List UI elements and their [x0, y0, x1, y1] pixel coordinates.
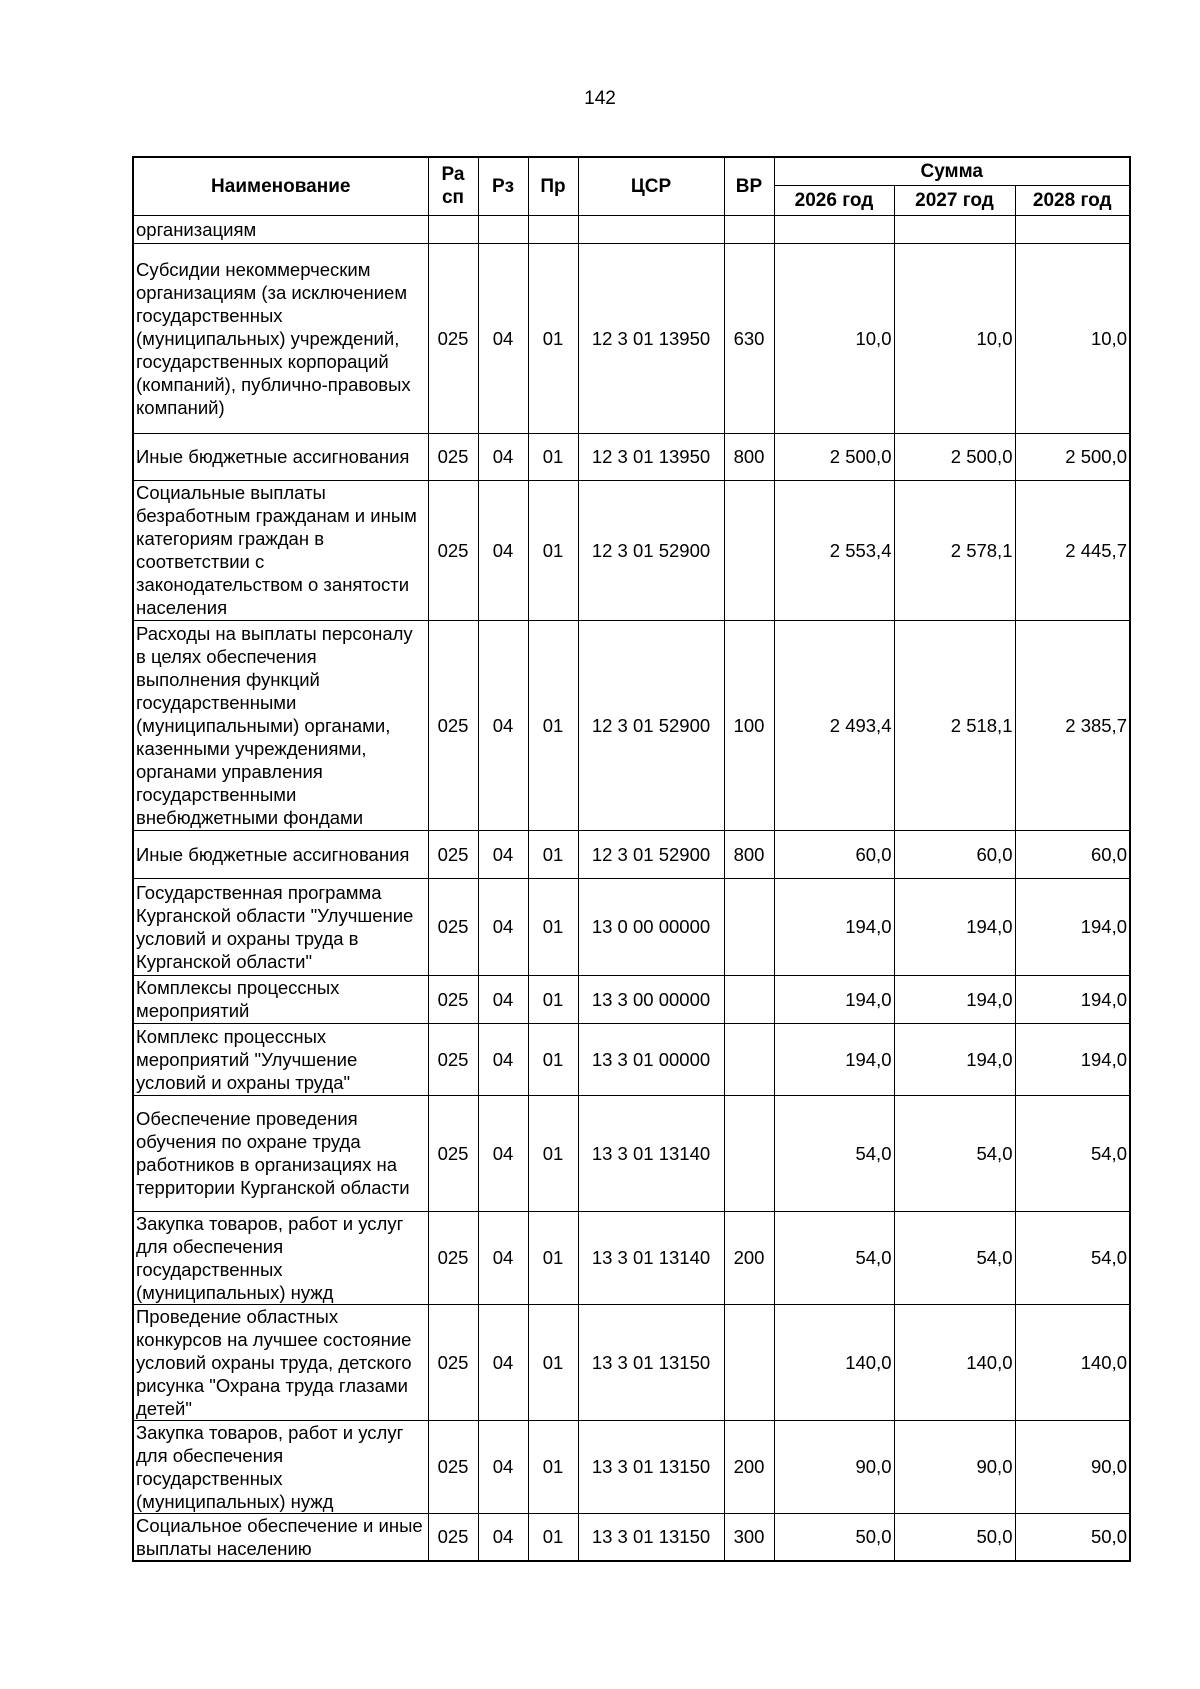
- row-amount-2026: 2 500,0: [774, 433, 894, 480]
- row-csr-cell: 13 3 00 00000: [578, 975, 724, 1023]
- row-amount-2027: 90,0: [894, 1420, 1015, 1513]
- table-row: [133, 1304, 1130, 1420]
- row-amount-2028: 54,0: [1015, 1095, 1130, 1211]
- header-year-2026: 2026 год: [774, 185, 894, 215]
- row-rz-cell: 04: [478, 1513, 528, 1561]
- table-row: [133, 480, 1130, 620]
- row-vr-cell: [724, 1095, 774, 1211]
- table-row: [133, 1513, 1130, 1561]
- row-rasp-cell: 025: [428, 480, 478, 620]
- row-pr-cell: 01: [528, 1095, 578, 1211]
- row-rz-cell: 04: [478, 433, 528, 480]
- row-amount-2028: 2 445,7: [1015, 480, 1130, 620]
- row-vr-cell: 800: [724, 830, 774, 878]
- row-vr-cell: 100: [724, 620, 774, 830]
- header-year-2027: 2027 год: [894, 185, 1015, 215]
- row-rasp-cell: 025: [428, 620, 478, 830]
- row-vr-cell: [724, 1304, 774, 1420]
- header-sum: Сумма: [774, 157, 1130, 185]
- row-rasp-cell: 025: [428, 1095, 478, 1211]
- row-csr-cell: 12 3 01 13950: [578, 433, 724, 480]
- row-amount-2028: 60,0: [1015, 830, 1130, 878]
- row-amount-2028: 90,0: [1015, 1420, 1130, 1513]
- row-amount-2027: 54,0: [894, 1211, 1015, 1304]
- row-amount-2026: 194,0: [774, 1023, 894, 1095]
- row-name-cell: Комплексы процессных мероприятий: [133, 975, 428, 1023]
- header-rasp-line1: Ра: [441, 164, 465, 186]
- row-rz-cell: 04: [478, 975, 528, 1023]
- header-rasp: [428, 157, 478, 215]
- row-rasp-cell: 025: [428, 243, 478, 433]
- row-amount-2027: 50,0: [894, 1513, 1015, 1561]
- row-amount-2028: 140,0: [1015, 1304, 1130, 1420]
- row-name-cell: Обеспечение проведения обучения по охране труда работников в организациях на территории Курганской области: [133, 1095, 428, 1211]
- row-amount-2028: 194,0: [1015, 1023, 1130, 1095]
- row-vr-cell: 800: [724, 433, 774, 480]
- row-rz-cell: 04: [478, 620, 528, 830]
- table-body: [133, 215, 1130, 1561]
- row-rasp-cell: 025: [428, 975, 478, 1023]
- row-amount-2028: 54,0: [1015, 1211, 1130, 1304]
- table-row: [133, 243, 1130, 433]
- row-amount-2026: 2 493,4: [774, 620, 894, 830]
- row-name-cell: Проведение областных конкурсов на лучшее состояние условий охраны труда, детского рисунка "Охрана труда глазами детей": [133, 1304, 428, 1420]
- table-row: [133, 830, 1130, 878]
- row-pr-cell: 01: [528, 1420, 578, 1513]
- row-rz-cell: 04: [478, 243, 528, 433]
- header-vr: ВР: [724, 157, 774, 215]
- row-amount-2026: 140,0: [774, 1304, 894, 1420]
- row-amount-2026: 90,0: [774, 1420, 894, 1513]
- row-pr-cell: 01: [528, 830, 578, 878]
- row-amount-2026: 54,0: [774, 1211, 894, 1304]
- row-csr-cell: 13 3 01 13150: [578, 1420, 724, 1513]
- row-csr-cell: 13 3 01 13140: [578, 1095, 724, 1211]
- row-vr-cell: [724, 975, 774, 1023]
- row-amount-2027: 194,0: [894, 1023, 1015, 1095]
- row-amount-2028: 2 385,7: [1015, 620, 1130, 830]
- row-vr-cell: 200: [724, 1211, 774, 1304]
- header-csr: ЦСР: [578, 157, 724, 215]
- row-vr-cell: [724, 215, 774, 243]
- row-amount-2027: 54,0: [894, 1095, 1015, 1211]
- row-rasp-cell: 025: [428, 1211, 478, 1304]
- row-amount-2026: 194,0: [774, 975, 894, 1023]
- row-pr-cell: 01: [528, 878, 578, 975]
- row-csr-cell: 13 3 01 13150: [578, 1304, 724, 1420]
- header-name: Наименование: [133, 157, 428, 215]
- row-rasp-cell: 025: [428, 433, 478, 480]
- row-rasp-cell: 025: [428, 1513, 478, 1561]
- table-row: [133, 1095, 1130, 1211]
- row-rz-cell: 04: [478, 1304, 528, 1420]
- row-amount-2026: 50,0: [774, 1513, 894, 1561]
- row-csr-cell: 13 3 01 00000: [578, 1023, 724, 1095]
- row-csr-cell: 12 3 01 52900: [578, 480, 724, 620]
- row-pr-cell: 01: [528, 433, 578, 480]
- row-amount-2026: 10,0: [774, 243, 894, 433]
- table-row: [133, 975, 1130, 1023]
- row-rz-cell: 04: [478, 1023, 528, 1095]
- row-rasp-cell: 025: [428, 1023, 478, 1095]
- row-pr-cell: 01: [528, 480, 578, 620]
- table-row: [133, 433, 1130, 480]
- row-vr-cell: 630: [724, 243, 774, 433]
- row-vr-cell: [724, 878, 774, 975]
- row-name-cell: Закупка товаров, работ и услуг для обеспечения государственных (муниципальных) нужд: [133, 1211, 428, 1304]
- row-rasp-cell: 025: [428, 1304, 478, 1420]
- row-name-cell: Расходы на выплаты персоналу в целях обеспечения выполнения функций государственными (муниципальными) органами, казенными учреждениями, органами управления государственными внебюджетными фондами: [133, 620, 428, 830]
- row-vr-cell: [724, 480, 774, 620]
- row-amount-2026: 2 553,4: [774, 480, 894, 620]
- row-vr-cell: [724, 1023, 774, 1095]
- row-csr-cell: 13 3 01 13140: [578, 1211, 724, 1304]
- row-vr-cell: 200: [724, 1420, 774, 1513]
- row-rz-cell: 04: [478, 878, 528, 975]
- row-amount-2027: 194,0: [894, 975, 1015, 1023]
- row-amount-2026: 60,0: [774, 830, 894, 878]
- header-rz: Рз: [478, 157, 528, 215]
- row-rz-cell: 04: [478, 480, 528, 620]
- header-year-2028: 2028 год: [1015, 185, 1130, 215]
- row-name-cell: Государственная программа Курганской области "Улучшение условий и охраны труда в Курганской области": [133, 878, 428, 975]
- row-name-cell: Иные бюджетные ассигнования: [133, 830, 428, 878]
- row-rz-cell: 04: [478, 1211, 528, 1304]
- row-rz-cell: [478, 215, 528, 243]
- table-row: [133, 1023, 1130, 1095]
- header-pr: Пр: [528, 157, 578, 215]
- row-name-cell: Закупка товаров, работ и услуг для обеспечения государственных (муниципальных) нужд: [133, 1420, 428, 1513]
- page-number: 142: [584, 88, 616, 109]
- row-amount-2027: [894, 215, 1015, 243]
- row-name-cell: организациям: [133, 215, 428, 243]
- row-amount-2027: 2 578,1: [894, 480, 1015, 620]
- row-rasp-cell: [428, 215, 478, 243]
- row-name-cell: Комплекс процессных мероприятий "Улучшение условий и охраны труда": [133, 1023, 428, 1095]
- row-rz-cell: 04: [478, 1095, 528, 1211]
- row-amount-2026: 194,0: [774, 878, 894, 975]
- row-name-cell: Иные бюджетные ассигнования: [133, 433, 428, 480]
- row-name-cell: Социальные выплаты безработным гражданам и иным категориям граждан в соответствии с законодательством о занятости населения: [133, 480, 428, 620]
- row-csr-cell: [578, 215, 724, 243]
- row-csr-cell: 13 3 01 13150: [578, 1513, 724, 1561]
- row-amount-2026: 54,0: [774, 1095, 894, 1211]
- row-pr-cell: 01: [528, 975, 578, 1023]
- row-amount-2027: 140,0: [894, 1304, 1015, 1420]
- row-name-cell: Субсидии некоммерческим организациям (за исключением государственных (муниципальных) учреждений, государственных корпораций (компаний), публично-правовых компаний): [133, 243, 428, 433]
- row-csr-cell: 13 0 00 00000: [578, 878, 724, 975]
- row-rasp-cell: 025: [428, 830, 478, 878]
- row-amount-2028: 2 500,0: [1015, 433, 1130, 480]
- row-amount-2027: 10,0: [894, 243, 1015, 433]
- row-rasp-cell: 025: [428, 1420, 478, 1513]
- row-pr-cell: 01: [528, 1211, 578, 1304]
- table-row: [133, 215, 1130, 243]
- row-amount-2028: 194,0: [1015, 878, 1130, 975]
- header-rasp-line2: сп: [441, 187, 465, 209]
- row-csr-cell: 12 3 01 52900: [578, 620, 724, 830]
- row-pr-cell: 01: [528, 620, 578, 830]
- row-csr-cell: 12 3 01 52900: [578, 830, 724, 878]
- row-amount-2027: 2 518,1: [894, 620, 1015, 830]
- row-amount-2028: 10,0: [1015, 243, 1130, 433]
- row-pr-cell: 01: [528, 1023, 578, 1095]
- row-rz-cell: 04: [478, 830, 528, 878]
- budget-table: [132, 156, 1131, 1562]
- row-amount-2027: 2 500,0: [894, 433, 1015, 480]
- row-amount-2028: 194,0: [1015, 975, 1130, 1023]
- row-pr-cell: 01: [528, 1304, 578, 1420]
- row-pr-cell: 01: [528, 243, 578, 433]
- row-amount-2026: [774, 215, 894, 243]
- row-pr-cell: [528, 215, 578, 243]
- row-csr-cell: 12 3 01 13950: [578, 243, 724, 433]
- table-row: [133, 878, 1130, 975]
- row-amount-2027: 60,0: [894, 830, 1015, 878]
- row-amount-2027: 194,0: [894, 878, 1015, 975]
- row-pr-cell: 01: [528, 1513, 578, 1561]
- table-row: [133, 1420, 1130, 1513]
- row-rasp-cell: 025: [428, 878, 478, 975]
- table-row: [133, 1211, 1130, 1304]
- row-name-cell: Социальное обеспечение и иные выплаты населению: [133, 1513, 428, 1561]
- row-amount-2028: 50,0: [1015, 1513, 1130, 1561]
- row-amount-2028: [1015, 215, 1130, 243]
- row-rz-cell: 04: [478, 1420, 528, 1513]
- table-row: [133, 620, 1130, 830]
- row-vr-cell: 300: [724, 1513, 774, 1561]
